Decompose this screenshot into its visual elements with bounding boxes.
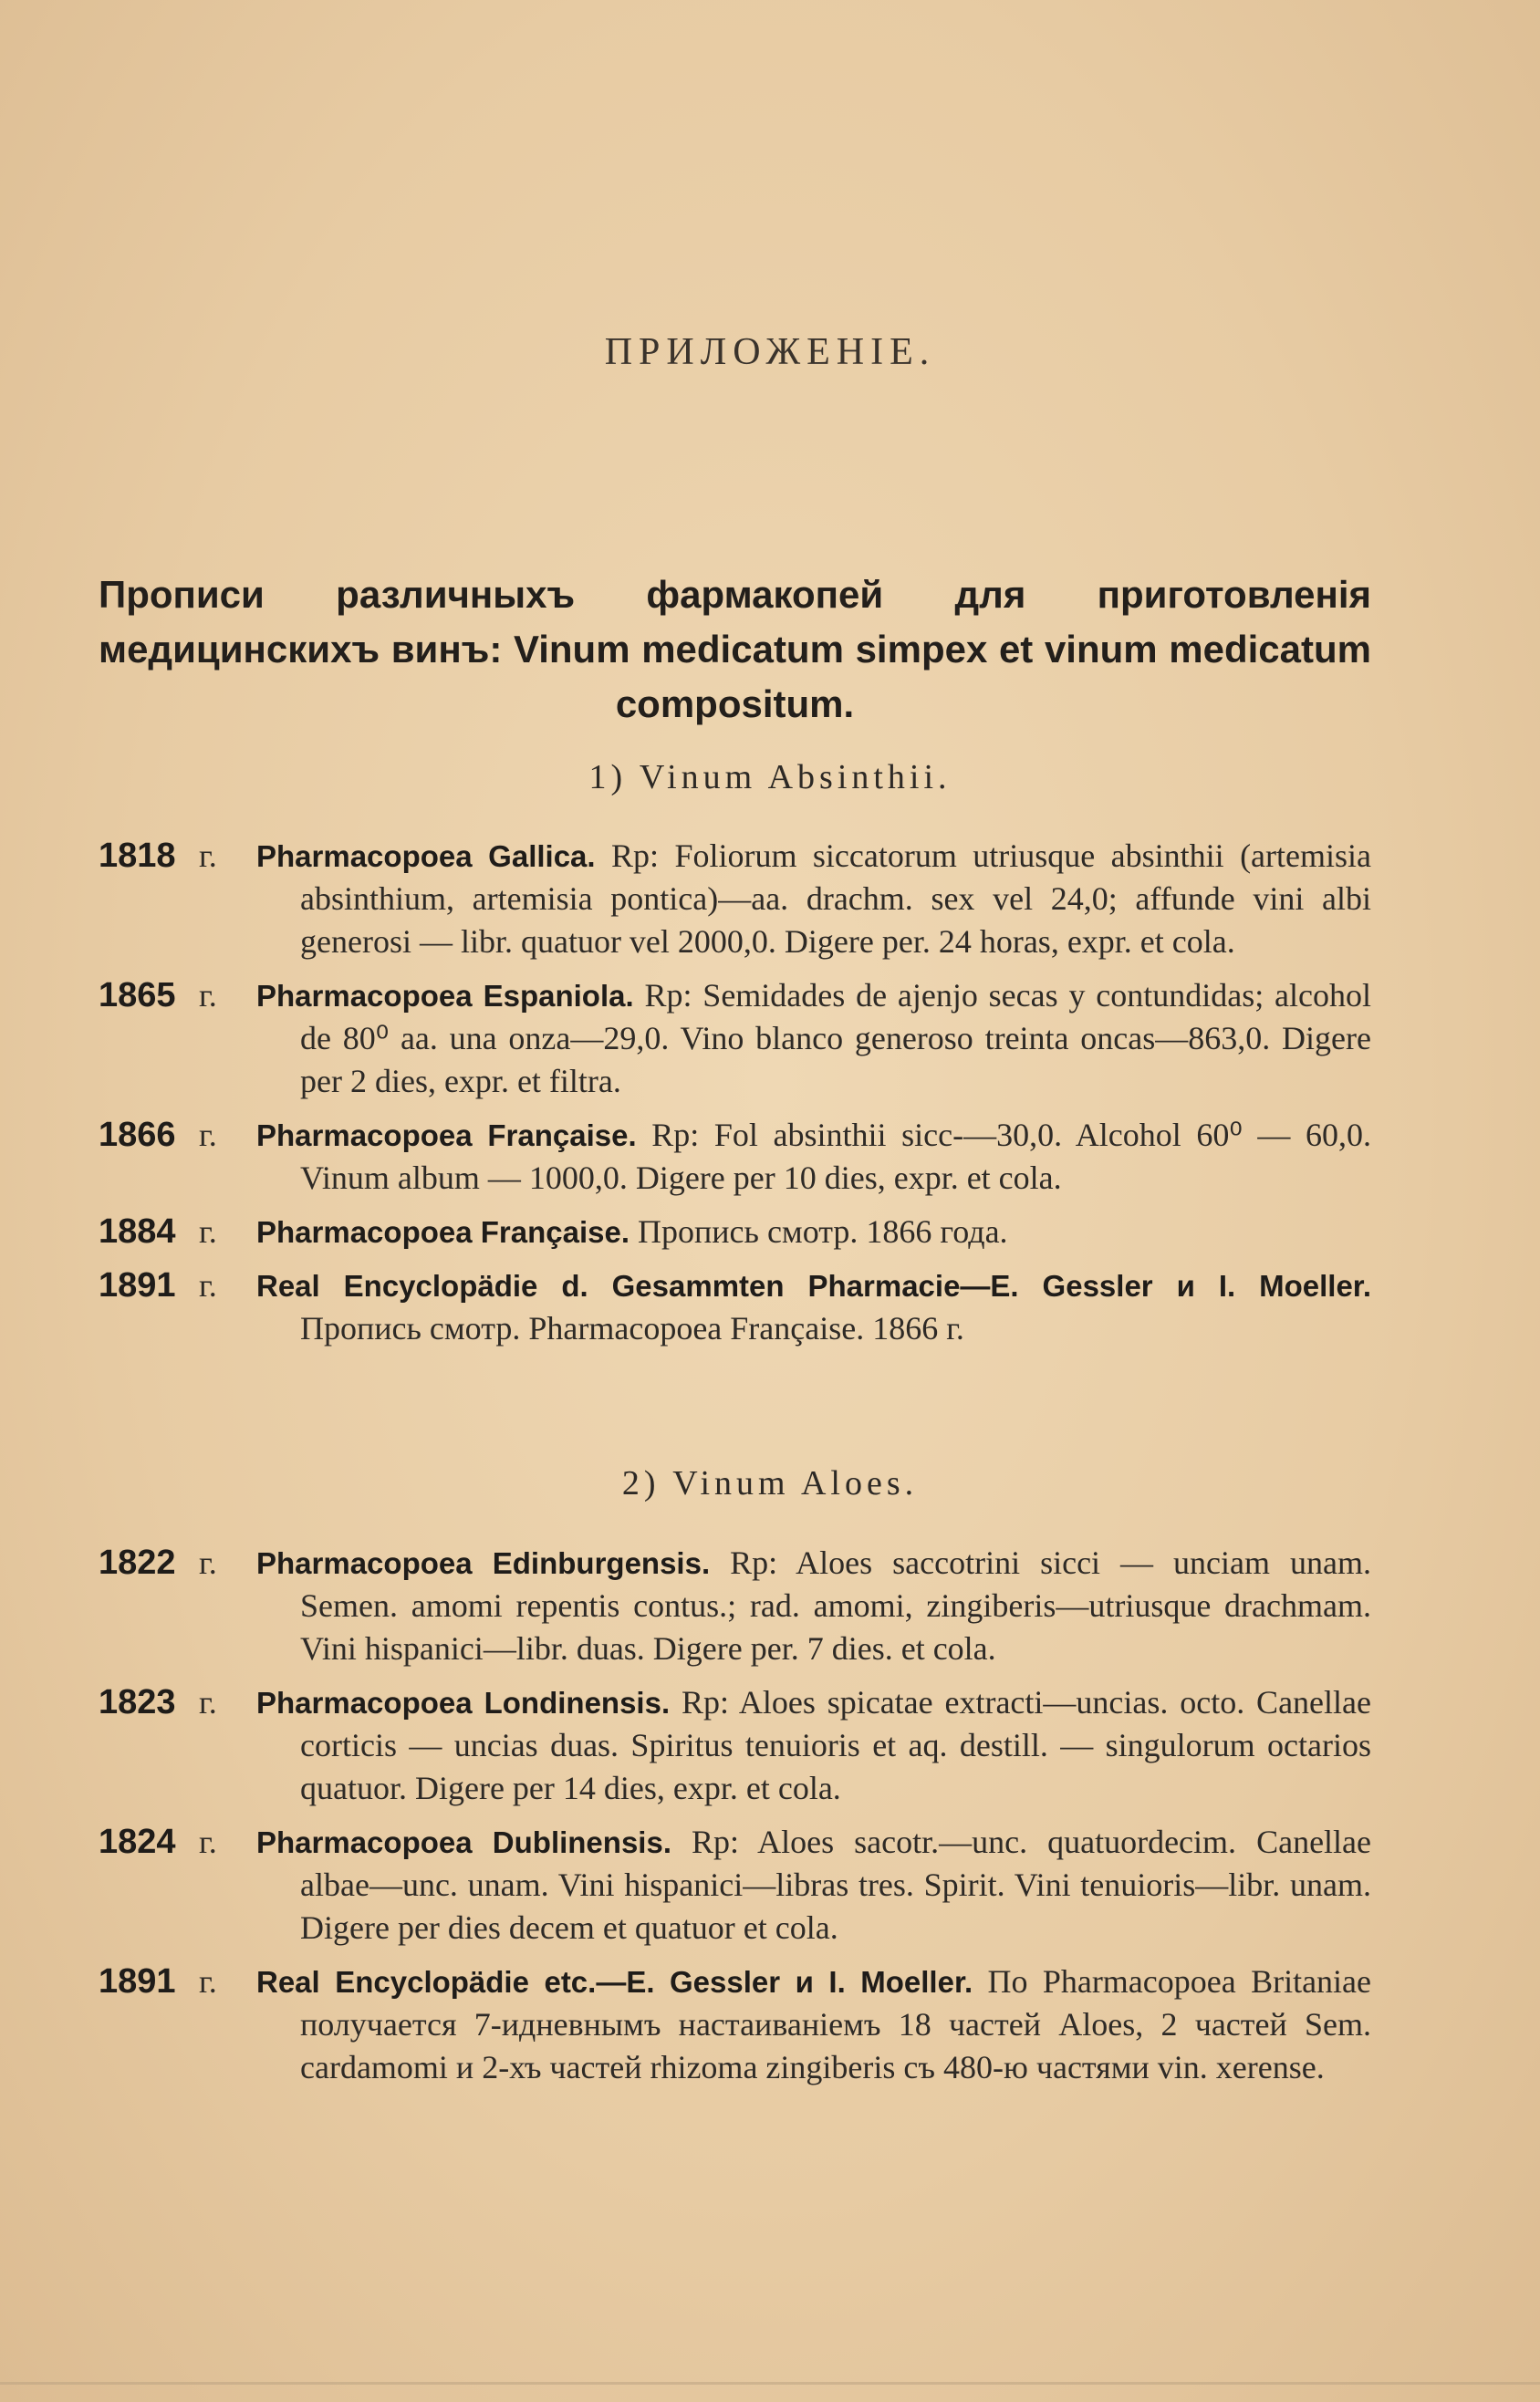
entry-source: Pharmacopoea Française. — [256, 1215, 630, 1249]
entry-text: Пропись смотр. 1866 года. — [638, 1213, 1008, 1250]
entry-year-suffix: г. — [199, 1117, 217, 1153]
entry-text: Rp: Aloes saccotrini sicci — unciam unam. Semen. amomi repentis contus.; rad. amomi, zingiberis—utriusque drachmam. Vini hispanici—libr. duas. Digere per. 7 dies. et cola. — [300, 1544, 1371, 1667]
entry-source: Pharmacopoea Dublinensis. — [256, 1825, 671, 1859]
entry — [99, 1542, 1371, 1670]
entry-source: Pharmacopoea Edinburgensis. — [256, 1546, 711, 1580]
entry-year: 1818 — [99, 837, 176, 875]
entry-year-suffix: г. — [199, 837, 217, 874]
entry-year: 1891 — [99, 1962, 176, 2001]
entry — [99, 835, 1371, 963]
entry-year-suffix: г. — [199, 1684, 217, 1721]
page-edge-line — [0, 2382, 1540, 2385]
entry-text: Rp: Aloes sacotr.—unc. quatuordecim. Canellae albae—unc. unam. Vini hispanici—libras tres. Spirit. Vini tenuioris—libr. unam. Digere per dies decem et quatuor et cola. — [300, 1824, 1372, 1946]
entry-year: 1865 — [99, 976, 176, 1014]
entry-source: Pharmacopoea Espaniola. — [256, 979, 634, 1013]
entry — [99, 1114, 1371, 1200]
appendix-title: ПРИЛОЖЕНІЕ. — [604, 331, 936, 373]
section-title: 2) Vinum Aloes. — [621, 1464, 919, 1503]
entry-year: 1823 — [99, 1683, 176, 1721]
entry-year-suffix: г. — [199, 1213, 217, 1250]
entry-year-suffix: г. — [199, 977, 217, 1014]
entry — [99, 974, 1371, 1103]
entry-source: Pharmacopoea Française. — [256, 1118, 637, 1152]
entry-year: 1824 — [99, 1823, 176, 1861]
entry-year-suffix: г. — [199, 1824, 217, 1860]
entry-year-suffix: г. — [199, 1267, 217, 1304]
entry — [99, 1264, 1371, 1350]
entry — [99, 1821, 1371, 1950]
entry-text: По Pharmacopoea Britaniae получается 7-идневнымъ настаиваніемъ 18 частей Aloes, 2 частей Sem. cardamomi и 2-хъ частей rhizoma zingiberis съ 480-ю частями vin. xerense. — [300, 1963, 1372, 2085]
entry-year-suffix: г. — [199, 1544, 217, 1581]
entries-list — [99, 835, 1371, 1361]
section-title: 1) Vinum Absinthii. — [588, 758, 952, 796]
entry-year: 1822 — [99, 1544, 176, 1582]
entry-text: Rp: Fol absinthii sicc-—30,0. Alcohol 60⁰ — 60,0. Vinum album — 1000,0. Digere per 10 dies, expr. et cola. — [300, 1117, 1371, 1196]
entry-year: 1866 — [99, 1116, 176, 1154]
entry-year: 1891 — [99, 1266, 176, 1305]
entries-list — [99, 1542, 1371, 2100]
entry-text: Rp: Foliorum siccatorum utriusque absinthii (artemisia absinthium, artemisia pontica)—aa. drachm. sex vel 24,0; affunde vini albi generosi — libr. quatuor vel 2000,0. Digere per. 24 horas, expr. et cola. — [300, 837, 1371, 960]
entry-text: Rp: Semidades de ajenjo secas y contundidas; alcohol de 80⁰ aa. una onza—29,0. Vino blanco generoso treinta oncas—863,0. Digere per 2 dies, expr. et filtra. — [300, 977, 1372, 1099]
entry — [99, 1681, 1371, 1810]
entry-year-suffix: г. — [199, 1963, 217, 2000]
entry-year: 1884 — [99, 1212, 176, 1251]
entry-text: Rp: Aloes spicatae extracti—uncias. octo. Canellae corticis — uncias duas. Spiritus tenuioris et aq. destill. — singulorum octarios quatuor. Digere per 14 dies, expr. et cola. — [300, 1684, 1371, 1806]
entry-source: Real Encyclopädie d. Gesammten Pharmacie—E. Gessler и I. Moeller. — [256, 1269, 1371, 1303]
entry — [99, 1960, 1371, 2089]
main-heading: Прописи различныхъ фармакопей для приготовленія медицинскихъ винъ: Vinum medicatum simpex et vinum medicatum compositum. — [99, 573, 1371, 725]
entry — [99, 1211, 1371, 1253]
entry-source: Real Encyclopädie etc.—E. Gessler и I. Moeller. — [256, 1965, 973, 1999]
entry-source: Pharmacopoea Gallica. — [256, 839, 596, 873]
entry-text: Пропись смотр. Pharmacopoea Française. 1866 г. — [300, 1310, 964, 1347]
entry-source: Pharmacopoea Londinensis. — [256, 1686, 671, 1720]
